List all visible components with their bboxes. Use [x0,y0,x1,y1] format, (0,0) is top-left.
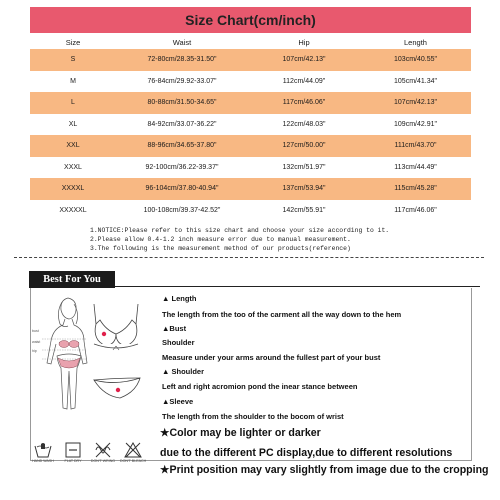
disclaimer-print: ★Print position may vary slightly from image due to the cropping [160,464,489,476]
cell-waist: 84-92cm/33.07-36.22" [147,120,217,128]
figure-label-bust: bust [32,329,39,333]
cell-length: 115cm/45.28" [394,185,437,193]
header-waist: Waist [172,37,192,47]
cell-length: 113cm/44.49" [394,163,437,171]
table-row [30,200,471,222]
cell-hip: 107cm/42.13" [282,56,326,64]
guide-line-shoulder: Shoulder [162,338,195,347]
swimsuit-drawing [32,292,160,432]
care-label: DON'T BLEACH [120,459,147,463]
cell-size: XXXXL [61,185,85,193]
cell-length: 103cm/40.55" [394,56,437,64]
cell-hip: 112cm/44.09" [282,77,326,85]
cell-waist: 88-96cm/34.65-37.80" [147,142,217,150]
cell-hip: 122cm/48.03" [282,120,326,128]
guide-line-shoulder-desc: Left and right acromion pond the inear stance between [162,382,358,391]
note-line: 1.NOTICE:Please refer to this size chart and choose your size according to it. [90,227,390,234]
cell-length: 109cm/42.91" [394,120,437,128]
care-flat-dry [60,442,86,472]
cell-hip: 142cm/55.91" [282,206,326,214]
size-chart-title-bar [30,7,471,33]
cell-hip: 132cm/51.97" [282,163,326,171]
header-hip: Hip [298,37,310,47]
dont-wring-icon [94,442,112,458]
figure-label-hip: hip [32,349,37,353]
cell-length: 111cm/43.70" [394,142,437,150]
table-row [30,114,471,136]
size-chart-title: Size Chart(cm/inch) [185,12,316,28]
size-chart-table [30,35,471,221]
hand-wash-icon [34,442,52,458]
disclaimer-display: due to the different PC display,due to different resolutions [160,447,453,459]
best-for-you-badge [29,271,115,288]
cell-size: XXXXXL [59,206,87,214]
care-label: DON'T WRING [90,459,116,463]
badge-label: Best For You [43,274,101,285]
measurement-illustration [32,292,160,432]
guide-line-bust: ▲Bust [162,324,187,333]
dashed-divider [14,257,484,258]
cell-waist: 92-100cm/36.22-39.37" [145,163,219,171]
cell-length: 105cm/41.34" [394,77,437,85]
table-row [30,178,471,200]
header-size: Size [65,37,81,47]
cell-waist: 80-88cm/31.50-34.65" [147,99,217,107]
cell-size: L [71,99,75,107]
header-length: Length [404,37,427,47]
table-row [30,49,471,71]
table-row [30,157,471,179]
table-header-row [30,35,471,49]
cell-length: 117cm/46.06" [394,206,437,214]
cell-size: S [70,56,76,64]
guide-line-shoulder-heading: ▲ Shoulder [162,367,205,376]
care-hand-wash [30,442,56,472]
cell-waist: 72-80cm/28.35-31.50" [147,56,217,64]
care-label: FLAT DRY [64,459,82,463]
dont-bleach-icon [124,442,142,458]
cell-waist: 76-84cm/29.92-33.07" [147,77,217,85]
cell-waist: 100-108cm/39.37-42.52" [143,206,221,214]
guide-line-length: ▲ Length [162,294,197,303]
table-row [30,71,471,93]
guide-line-sleeve-desc: The length from the shoulder to the bocom of wrist [162,412,344,421]
cell-size: XXXL [64,163,82,171]
cell-length: 107cm/42.13" [394,99,437,107]
cell-hip: 127cm/50.00" [282,142,326,150]
cell-size: XXL [66,142,80,150]
cell-waist: 96-104cm/37.80-40.94" [145,185,219,193]
table-row [30,135,471,157]
cell-size: XL [68,120,78,128]
notes-block [90,226,490,253]
guide-line-sleeve: ▲Sleeve [162,397,194,406]
badge-underline [115,286,480,287]
cell-size: M [70,77,76,85]
cell-hip: 137cm/53.94" [282,185,326,193]
figure-label-waist: waist [32,340,41,344]
care-dont-bleach [120,442,146,472]
cell-hip: 117cm/46.06" [282,99,326,107]
care-label: HAND WASH [32,459,54,463]
table-row [30,92,471,114]
guide-line-bust-desc: Measure under your arms around the fullest part of your bust [162,353,381,362]
disclaimer-color: ★Color may be lighter or darker [160,427,321,439]
note-line: 3.The following is the measurement method of our products(reference) [90,245,351,252]
flat-dry-icon [65,442,81,458]
care-dont-wring [90,442,116,472]
note-line: 2.Please allow 0.4-1.2 inch measure error due to manual measurement. [90,236,351,243]
guide-line-length-desc: The length from the too of the carment all the way down to the hem [162,310,402,319]
